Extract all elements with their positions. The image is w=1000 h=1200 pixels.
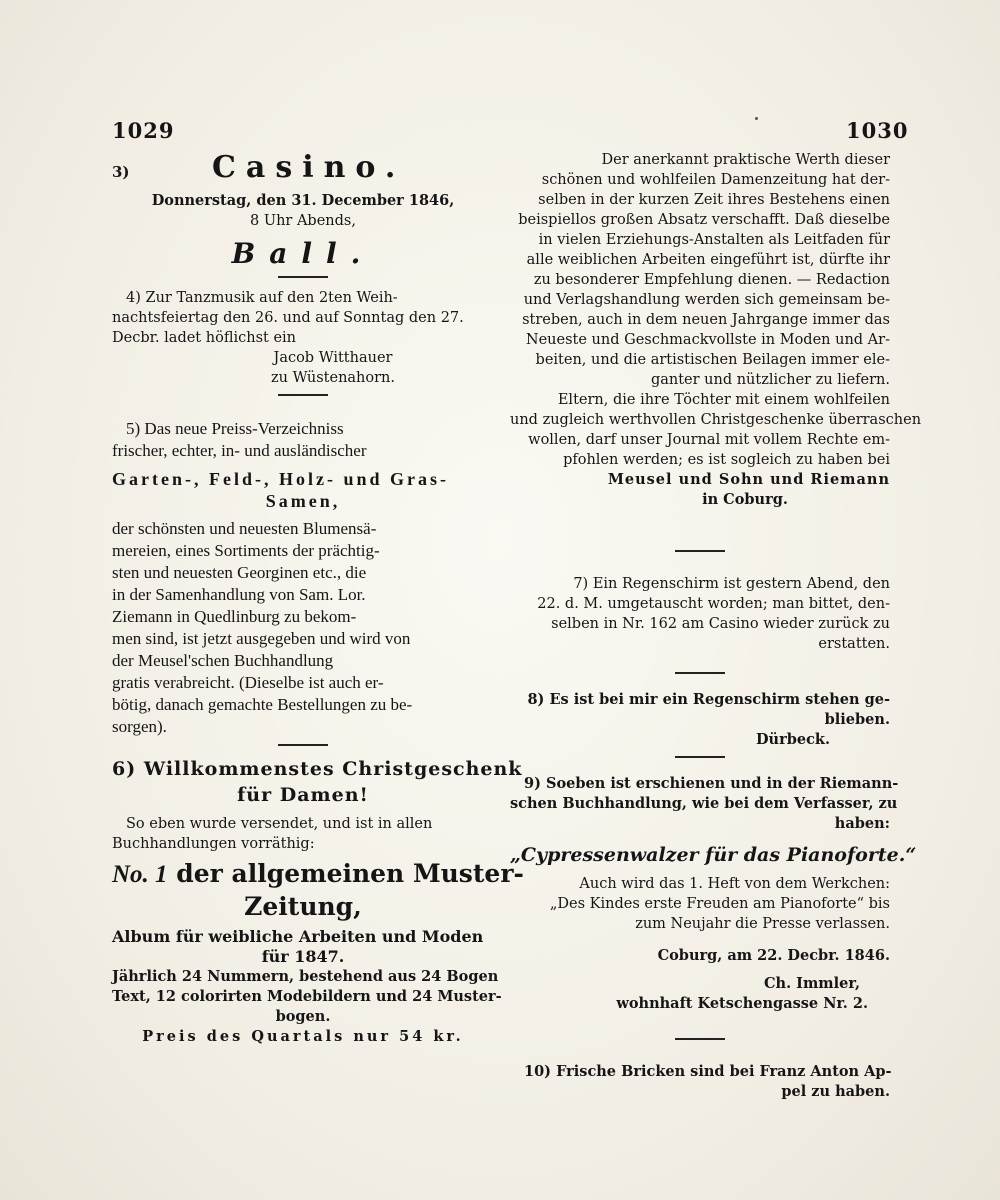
item9-more: „Des Kindes erste Freuden am Pianoforte“ bis <box>549 896 890 912</box>
casino-event: Ball. <box>231 237 375 270</box>
item7-line: 7) Ein Regenschirm ist gestern Abend, den <box>573 576 890 592</box>
item6-cont-line: schönen und wohlfeilen Damenzeitung hat der- <box>541 172 890 188</box>
item6-cont-line: pfohlen werden; es ist sogleich zu haben bei <box>563 452 890 468</box>
item-number: 3) <box>112 163 130 181</box>
item6-signature: in Coburg. <box>702 491 788 508</box>
item9-signature: Ch. Immler, <box>763 975 860 992</box>
page-number-left: 1029 <box>112 118 175 143</box>
item6-cont-line: streben, auch in dem neuen Jahrgange immer das <box>522 312 890 328</box>
item6-cont-line: alle weiblichen Arbeiten eingeführt ist, dürfte ihr <box>526 252 890 268</box>
item6-cont-line: beiten, und die artistischen Beilagen immer ele- <box>535 352 890 368</box>
divider <box>278 394 328 396</box>
item5-body: sorgen). <box>112 717 167 736</box>
item5-body: gratis verabreicht. (Dieselbe ist auch er- <box>112 673 384 692</box>
item9-line: schen Buchhandlung, wie bei dem Verfasser, zu <box>510 795 898 812</box>
item4-signature: Jacob Witthauer <box>273 350 393 366</box>
item6-heading: für Damen! <box>237 784 369 806</box>
item5-line: 5) Das neue Preiss-Verzeichniss <box>126 419 344 438</box>
item6-cont-line: in vielen Erziehungs-Anstalten als Leitfaden für <box>538 232 890 248</box>
divider <box>278 744 328 746</box>
item9-line: 9) Soeben ist erschienen und in der Riemann- <box>524 775 899 792</box>
item5-body: der Meusel'schen Buchhandlung <box>112 651 334 670</box>
item6-title <box>112 858 524 891</box>
item6-title-number: No. 1 <box>112 861 168 888</box>
item6-cont-line: zu besonderer Empfehlung dienen. — Redaction <box>533 272 890 288</box>
item4-line: 4) Zur Tanzmusik auf den 2ten Weih- <box>126 290 398 306</box>
item9-more: Auch wird das 1. Heft von dem Werkchen: <box>579 876 890 892</box>
item6-cont-line: wollen, darf unser Journal mit vollem Rechte em- <box>528 432 890 448</box>
item6-cont-line: Eltern, die ihre Töchter mit einem wohlfeilen <box>557 392 890 408</box>
item5-line: frischer, echter, in- und ausländischer <box>112 441 367 460</box>
item4-line: nachtsfeiertag den 26. und auf Sonntag den 27. <box>112 310 464 326</box>
left-column <box>112 150 524 1047</box>
item6-details: Jährlich 24 Nummern, bestehend aus 24 Bogen <box>112 968 499 985</box>
item8-line: 8) Es ist bei mir ein Regenschirm stehen ge- <box>527 691 890 708</box>
right-column <box>510 150 922 1102</box>
item6-album: Album für weibliche Arbeiten und Moden <box>112 927 484 946</box>
item4-line: Decbr. ladet höflichst ein <box>112 330 297 346</box>
casino-time: 8 Uhr Abends, <box>250 213 356 229</box>
item6-cont-line: beispiellos großen Absatz verschafft. Daß dieselbe <box>518 212 890 228</box>
item9-signature: wohnhaft Ketschengasse Nr. 2. <box>616 995 868 1012</box>
item6-cont-line: ganter und nützlicher zu liefern. <box>650 372 890 388</box>
item5-heading: Garten-, Feld-, Holz- und Gras- <box>112 469 449 489</box>
item6-title-text: der allgemeinen Muster- <box>176 859 524 888</box>
item5-body: bötig, danach gemachte Bestellungen zu be- <box>112 695 413 714</box>
casino-title: Casino. <box>212 150 406 185</box>
item5-body: Ziemann in Quedlinburg zu bekom- <box>112 607 357 626</box>
item5-body: der schönsten und neuesten Blumensä- <box>112 519 377 538</box>
item6-heading: 6) Willkommenstes Christgeschenk <box>112 758 523 780</box>
item5-body: in der Samenhandlung von Sam. Lor. <box>112 585 366 604</box>
divider <box>675 672 725 674</box>
divider <box>675 550 725 552</box>
item6-cont-line: und zugleich werthvollen Christgeschenke überraschen <box>510 412 922 428</box>
item9-title: „Cypressenwalzer für das Pianoforte.“ <box>510 844 917 866</box>
item9-place-date: Coburg, am 22. Decbr. 1846. <box>657 947 890 964</box>
item6-album: für 1847. <box>261 947 345 966</box>
item6-signature: Meusel und Sohn und Riemann <box>607 471 890 488</box>
divider <box>675 756 725 758</box>
item6-cont-line: selben in der kurzen Zeit ihres Bestehens einen <box>538 192 890 208</box>
divider <box>675 1038 725 1040</box>
item6-cont-line: Neueste und Geschmackvollste in Moden und Ar- <box>525 332 890 348</box>
casino-date: Donnerstag, den 31. December 1846, <box>151 192 455 209</box>
item6-cont-line: und Verlagshandlung werden sich gemeinsam be- <box>523 292 890 308</box>
page-number-right: 1030 <box>846 118 909 143</box>
item8-line: blieben. <box>824 711 890 728</box>
item4-signature: zu Wüstenahorn. <box>270 370 396 386</box>
divider <box>278 276 328 278</box>
item5-heading: Samen, <box>265 491 341 511</box>
item6-intro: Buchhandlungen vorräthig: <box>112 836 315 852</box>
item8-signature: Dürbeck. <box>755 731 830 748</box>
item10-line: 10) Frische Bricken sind bei Franz Anton Ap- <box>524 1063 892 1080</box>
item9-more: zum Neujahr die Presse verlassen. <box>635 916 890 932</box>
item9-line: haben: <box>834 815 890 832</box>
item10-line: pel zu haben. <box>781 1083 890 1100</box>
item7-line: selben in Nr. 162 am Casino wieder zurück zu <box>551 616 890 632</box>
casino-heading <box>112 150 494 185</box>
item6-price: Preis des Quartals nur 54 kr. <box>142 1028 464 1045</box>
item6-title-line2: Zeitung, <box>244 892 362 921</box>
item6-cont-line: Der anerkannt praktische Werth dieser <box>601 152 890 168</box>
item7-line: 22. d. M. umgetauscht worden; man bittet, den- <box>537 596 890 612</box>
item5-body: sten und neuesten Georginen etc., die <box>112 563 367 582</box>
item7-line: erstatten. <box>818 636 890 652</box>
item6-details: bogen. <box>275 1008 331 1025</box>
item6-details: Text, 12 colorirten Modebildern und 24 Muster- <box>112 988 502 1005</box>
item5-body: mereien, eines Sortiments der prächtig- <box>112 541 380 560</box>
item5-body: men sind, ist jetzt ausgegeben und wird von <box>112 629 411 648</box>
item6-intro: So eben wurde versendet, und ist in allen <box>126 816 433 832</box>
print-speck <box>755 117 758 120</box>
